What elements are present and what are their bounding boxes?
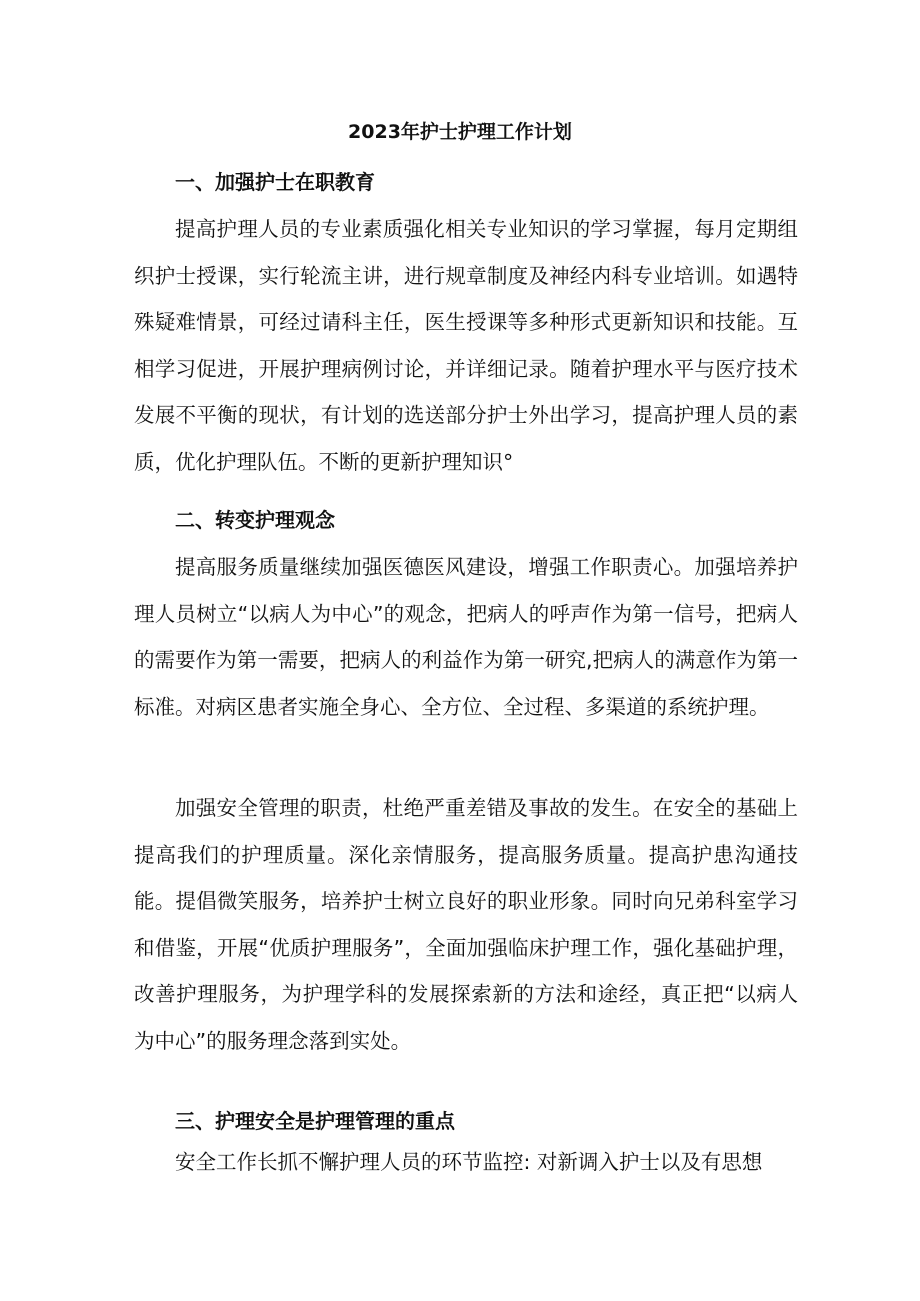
document-title: 2023年护士护理工作计划 [348, 121, 572, 143]
section-2-paragraph-1: 提高服务质量继续加强医德医风建设，增强工作职责心。加强培养护理人员树立“以病人为中心”的观念，把病人的呼声作为第一信号，把病人的需要作为第一需要，把病人的利益作为第一研究,把病人的满意作为第一标准。对病区患者实施全身心、全方位、全过程、多渠道的系统护理。 [134, 555, 798, 719]
section-heading-2: 二、转变护理观念 [175, 508, 335, 532]
section-3-paragraph-1: 安全工作长抓不懈护理人员的环节监控: 对新调入护士以及有思想 [175, 1150, 763, 1174]
section-1-paragraph-1: 提高护理人员的专业素质强化相关专业知识的学习掌握，每月定期组织护士授课，实行轮流主讲，进行规章制度及神经内科专业培训。如遇特殊疑难情景，可经过请科主任，医生授课等多种形式更新知识和技能。互相学习促进，开展护理病例讨论，并详细记录。随着护理水平与医疗技术发展不平衡的现状，有计划的选送部分护士外出学习，提高护理人员的素质，优化护理队伍。不断的更新护理知识° [134, 217, 798, 474]
section-2-paragraph-2: 加强安全管理的职责，杜绝严重差错及事故的发生。在安全的基础上提高我们的护理质量。深化亲情服务，提高服务质量。提高护患沟通技能。提倡微笑服务，培养护士树立良好的职业形象。同时向兄弟科室学习和借鉴，开展“优质护理服务”，全面加强临床护理工作，强化基础护理，改善护理服务，为护理学科的发展探索新的方法和途经，真正把“以病人为中心”的服务理念落到实处。 [134, 796, 798, 1053]
section-heading-3: 三、护理安全是护理管理的重点 [175, 1109, 455, 1133]
section-heading-1: 一、加强护士在职教育 [175, 170, 375, 194]
